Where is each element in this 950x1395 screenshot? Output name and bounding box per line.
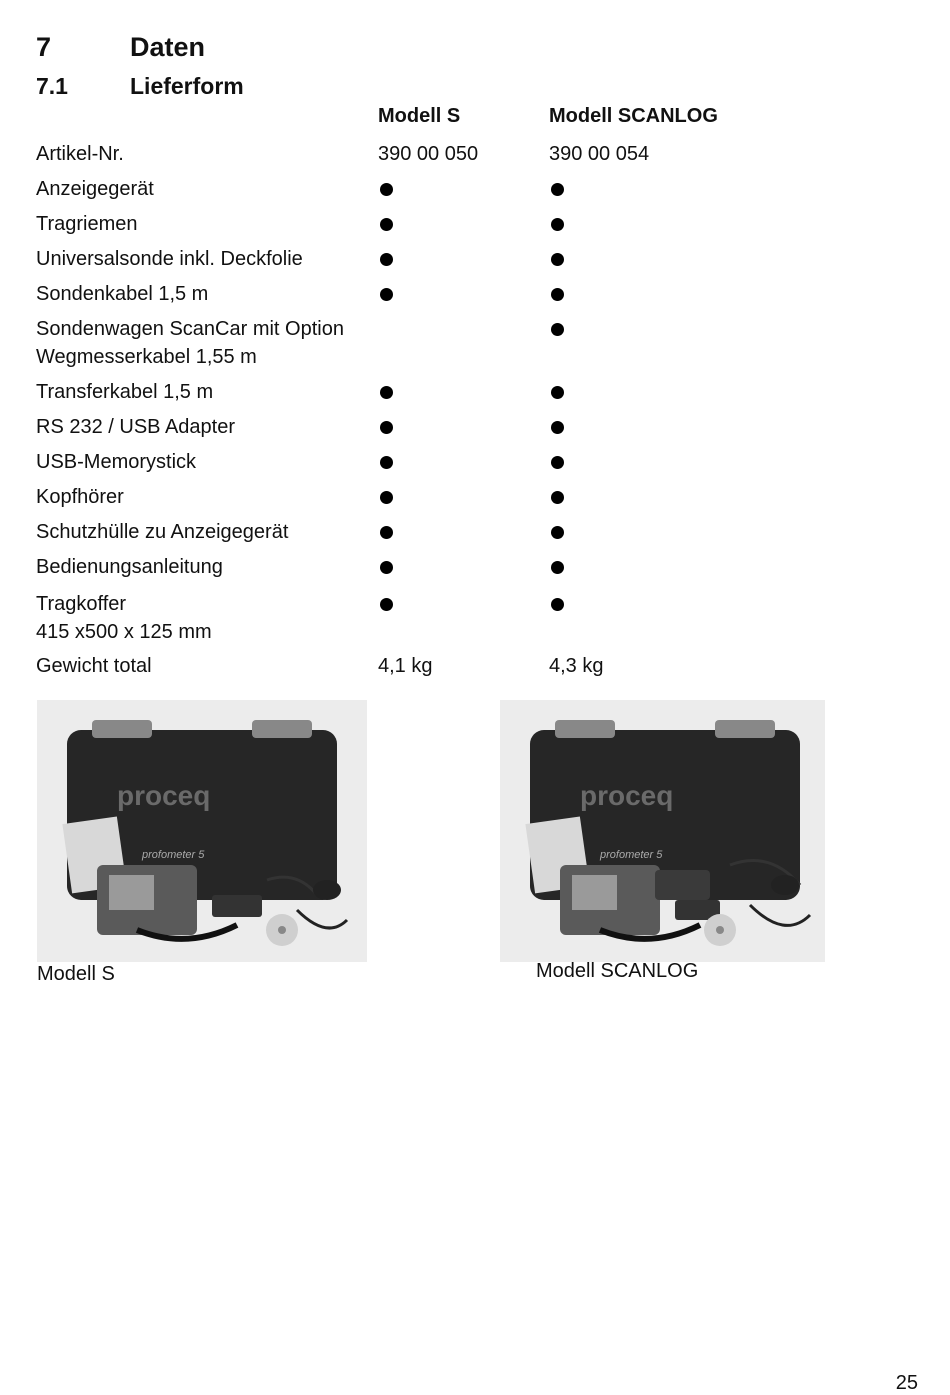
included-dot-model-s xyxy=(380,288,393,301)
included-dot-model-scanlog xyxy=(551,323,564,336)
included-dot-model-s xyxy=(380,598,393,611)
row-label: Sondenkabel 1,5 m xyxy=(36,283,209,305)
value-model-scanlog: 390 00 054 xyxy=(549,143,650,165)
included-dot-model-scanlog xyxy=(551,288,564,301)
row-label: Tragriemen xyxy=(36,213,138,235)
included-dot-model-scanlog xyxy=(551,253,564,266)
brand-logo: proceq xyxy=(117,780,211,811)
included-dot-model-s xyxy=(380,561,393,574)
caption-model-s: Modell S xyxy=(37,963,115,985)
included-dot-model-scanlog xyxy=(551,183,564,196)
included-dot-model-scanlog xyxy=(551,386,564,399)
included-dot-model-scanlog xyxy=(551,526,564,539)
row-label: Universalsonde inkl. Deckfolie xyxy=(36,248,303,270)
row-label: USB-Memorystick xyxy=(36,451,197,473)
column-header-model-s: Modell S xyxy=(378,105,461,127)
row-label: Artikel-Nr. xyxy=(36,143,124,165)
included-dot-model-s xyxy=(380,456,393,469)
included-dot-model-scanlog xyxy=(551,218,564,231)
caption-model-scanlog: Modell SCANLOG xyxy=(536,960,699,982)
section-title: Daten xyxy=(130,32,206,62)
row-label: Gewicht total xyxy=(36,655,152,677)
row-label: RS 232 / USB Adapter xyxy=(36,416,236,438)
row-label: Sondenwagen ScanCar mit Option xyxy=(36,318,344,340)
value-model-s: 4,1 kg xyxy=(378,655,433,677)
brand-logo: proceq xyxy=(580,780,674,811)
row-label: Schutzhülle zu Anzeigegerät xyxy=(36,521,289,543)
included-dot-model-s xyxy=(380,253,393,266)
included-dot-model-s xyxy=(380,526,393,539)
included-dot-model-scanlog xyxy=(551,491,564,504)
included-dot-model-s xyxy=(380,386,393,399)
included-dot-model-s xyxy=(380,183,393,196)
column-header-model-scanlog: Modell SCANLOG xyxy=(549,105,718,127)
product-photo-model-s xyxy=(37,700,367,962)
row-label: Tragkoffer xyxy=(36,593,127,615)
product-logo: profometer 5 xyxy=(600,849,663,861)
product-logo: profometer 5 xyxy=(142,849,205,861)
section-number: 7 xyxy=(36,32,52,62)
subsection-number: 7.1 xyxy=(36,73,68,99)
included-dot-model-s xyxy=(380,218,393,231)
included-dot-model-scanlog xyxy=(551,456,564,469)
included-dot-model-s xyxy=(380,491,393,504)
row-label: Anzeigegerät xyxy=(36,178,154,200)
value-model-scanlog: 4,3 kg xyxy=(549,655,604,677)
row-label-line2: 415 x500 x 125 mm xyxy=(36,621,212,643)
row-label: Bedienungsanleitung xyxy=(36,556,223,578)
product-photo-model-scanlog xyxy=(500,700,825,962)
row-label: Transferkabel 1,5 m xyxy=(36,381,214,403)
row-label: Kopfhörer xyxy=(36,486,124,508)
included-dot-model-scanlog xyxy=(551,561,564,574)
row-label-line2: Wegmesserkabel 1,55 m xyxy=(36,346,257,368)
included-dot-model-s xyxy=(380,421,393,434)
value-model-s: 390 00 050 xyxy=(378,143,479,165)
subsection-title: Lieferform xyxy=(130,73,244,99)
included-dot-model-scanlog xyxy=(551,598,564,611)
page-number: 25 xyxy=(895,1372,918,1394)
included-dot-model-scanlog xyxy=(551,421,564,434)
